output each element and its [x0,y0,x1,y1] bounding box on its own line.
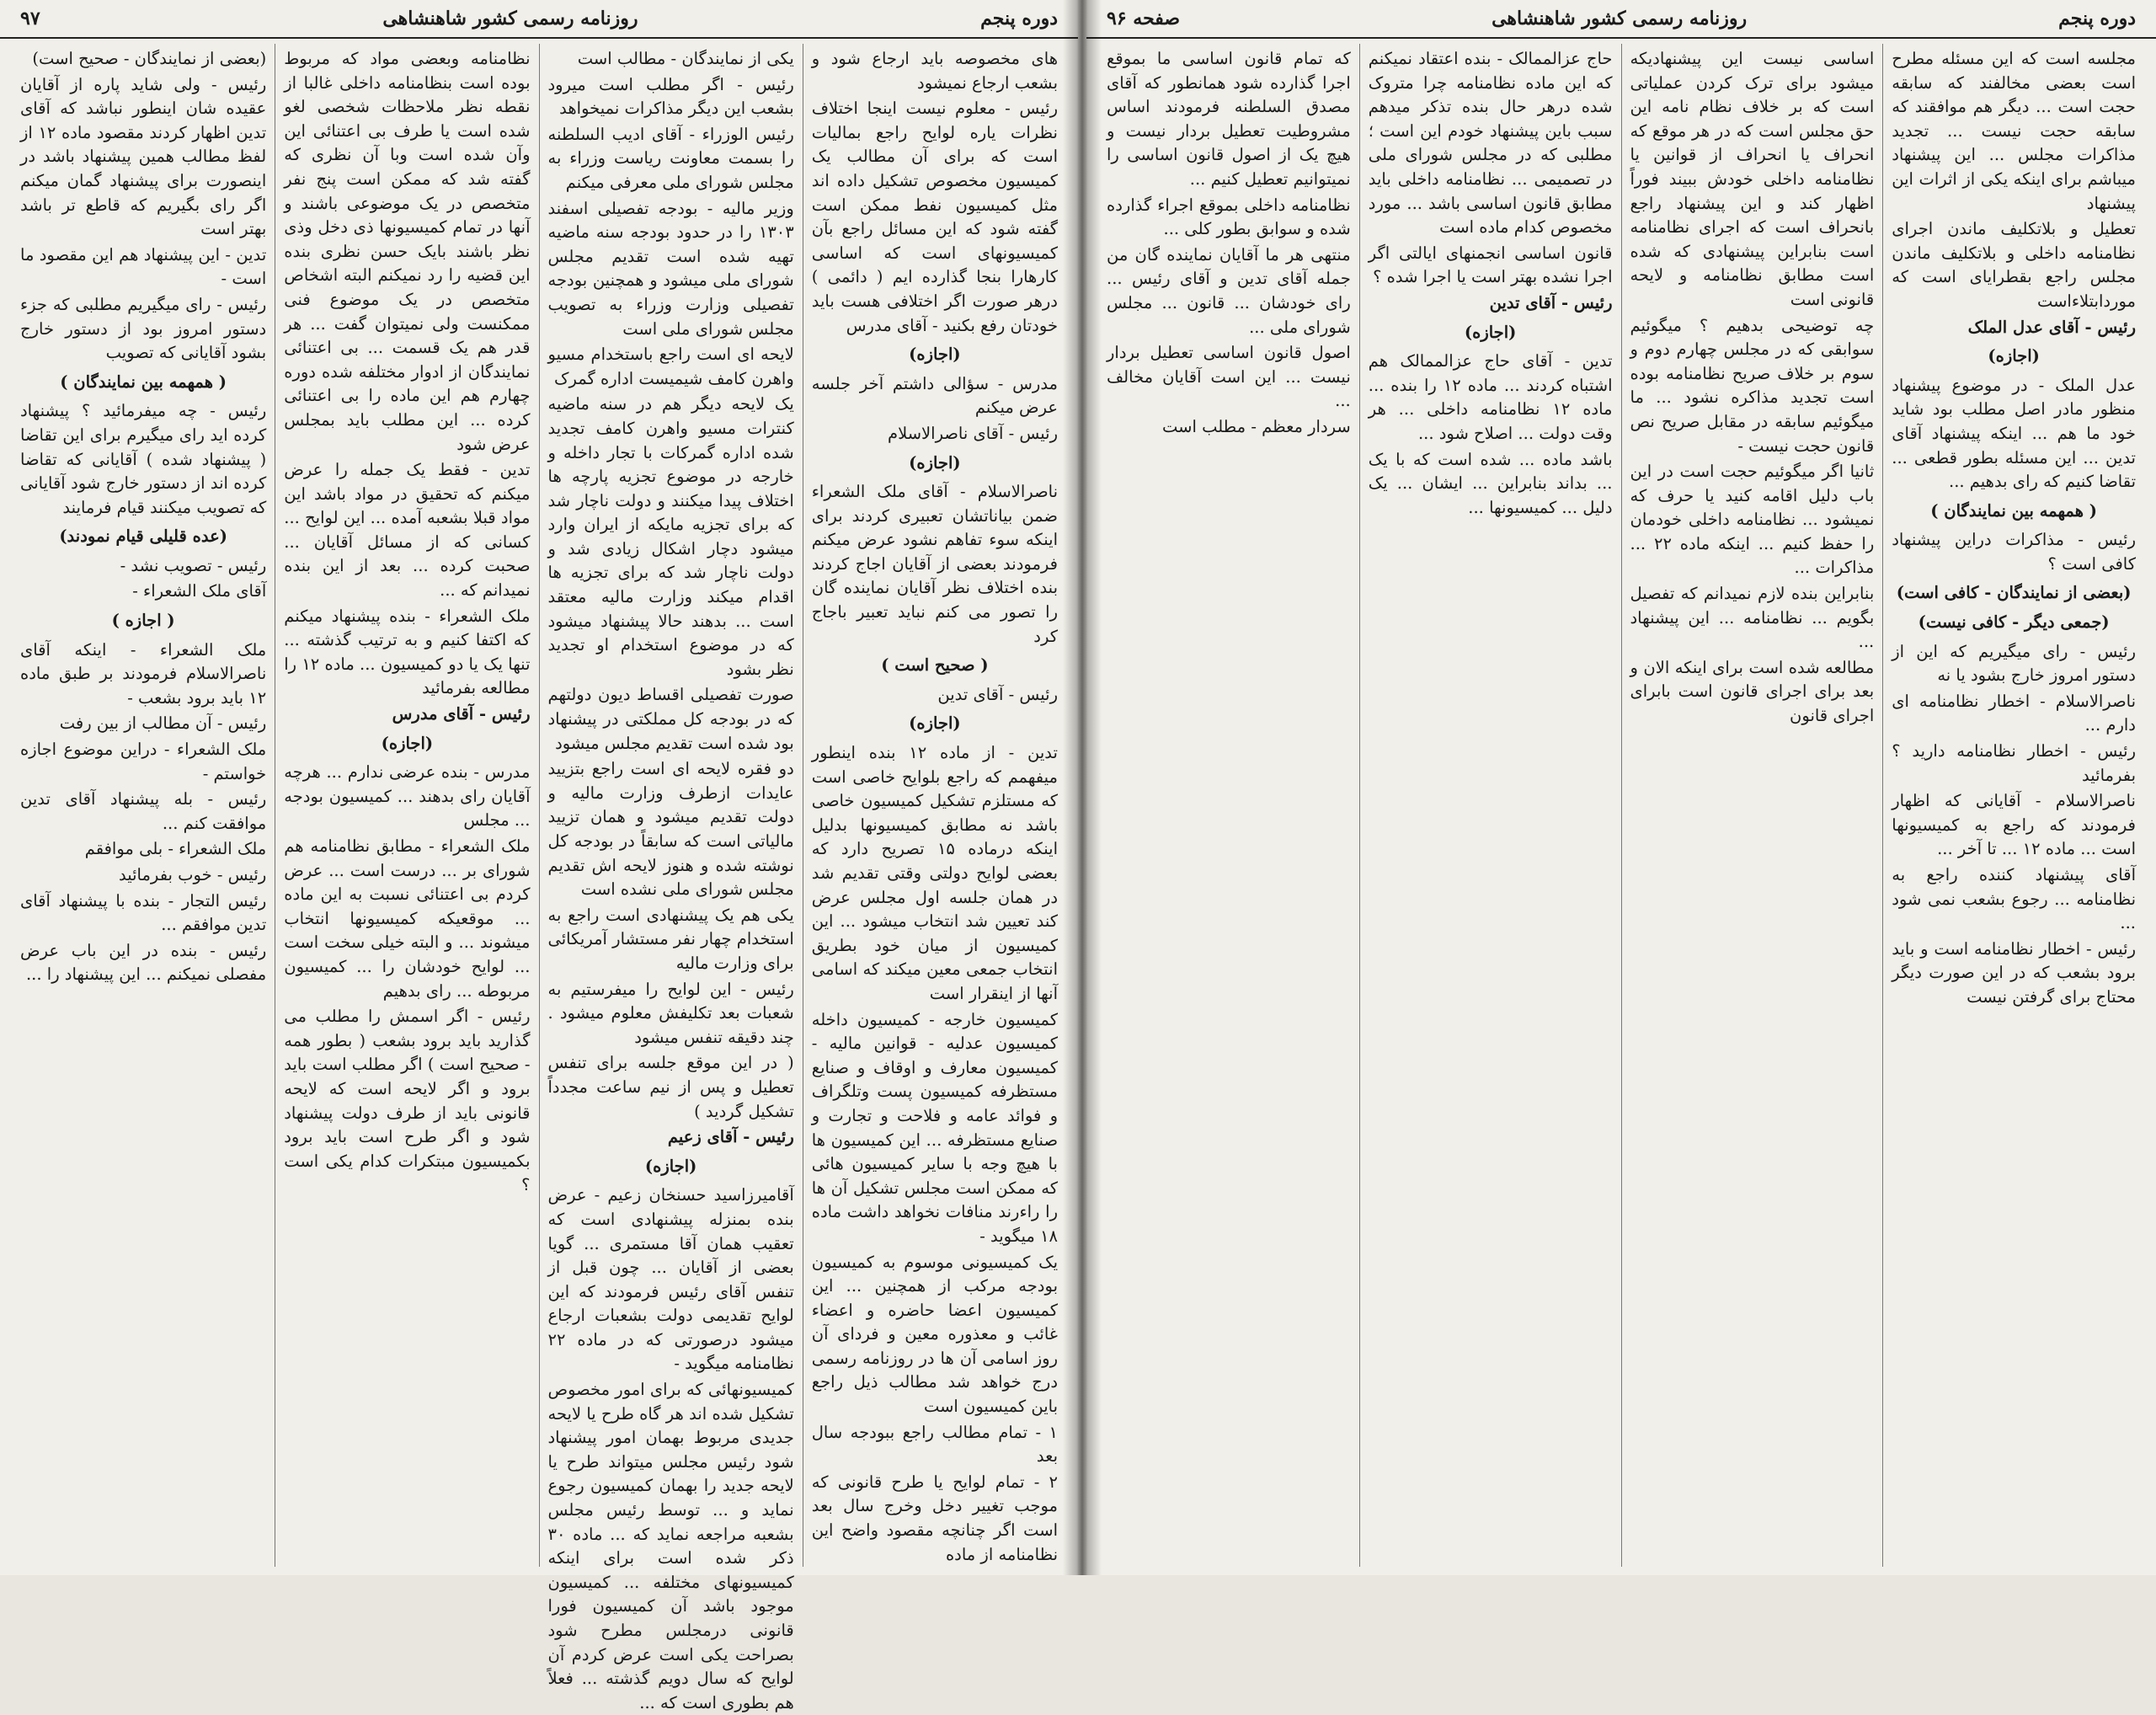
left-header-period: دوره پنجم [980,8,1058,29]
paragraph: ملک الشعراء - دراین موضوع اجازه خواستم - [20,740,267,783]
paragraph: ثانیا اگر میگوئیم حجت است در این باب دلیل اقامه کنید یا حرف که نمیشود ... نظامنامه داخلی خودمان را حفظ کنیم ... اینکه ماده ۲۲ ... مذاکرات ... [1630,462,1875,578]
parenthetical-note: ( اجازه ) [111,611,175,631]
paragraph: رئیس التجار - بنده با پیشنهاد آقای تدین موافقم ... [20,890,267,935]
paragraph: نظامنامه داخلی بموقع اجراء گذارده شده و سوابق بطور کلی ... [1107,195,1351,239]
parenthetical-note: (اجازه) [909,713,961,734]
paragraph: رئیس - آقای مدرس [392,704,531,724]
paragraph: تدین - از ماده ۱۲ بنده اینطور میفهمم که راجع بلوایح خاصی است که مستلزم تشکیل کمیسیون خاصی باشد نه مطابق کمیسیونها بدلیل اینکه درماده ۱۵ تصریح دارد که بعضی لوایح دولتی وقتی تقدیم شد در همان جلسه اول مجلس عرض کند تعیین شد انتخاب میشود ... این کمیسیون از میان خود بطریق انتخاب جمعی معین میکند که اسامی آنها از اینقرار است [811,743,1058,1003]
parenthetical-note: (جمعی دیگر - کافی نیست) [1918,612,2110,633]
paragraph: رئیس - مذاکرات دراین پیشنهاد کافی است ؟ [1892,530,2136,574]
right-page [1086,0,2156,1575]
paragraph: رئیس - آن مطالب از بین رفت [59,713,267,734]
paragraph: ملک الشعراء - بنده پیشنهاد میکنم که اکتفا کنیم و به ترتیب گذشته ... تنها یک یا دو کمیسیون ... ماده ۱۲ را مطالعه بفرمائید [284,606,531,698]
paragraph: وزیر مالیه - بودجه تفصیلی اسفند ۱۳۰۳ را در حدود بودجه سنه ماضیه تهیه شده است تقدیم مجلس شورای ملی میشود و همچنین بودجه تفصیلی وزارت وزراء به تصویب مجلس شورای ملی است [547,198,794,339]
paragraph: ( در این موقع جلسه برای تنفس تعطیل و پس از نیم ساعت مجدداً تشکیل گردید ) [547,1053,794,1121]
paragraph: ۱ - تمام مطالب راجع ببودجه سال بعد [811,1422,1058,1467]
right-page-columns [1098,44,2144,1567]
left-page-column-2 [539,44,803,1712]
paragraph: یکی از نمایندگان - مطالب است [577,49,794,68]
paragraph: بنابراین بنده لازم نمیدانم که تفصیل بگویم ... نظامنامه ... این پیشنهاد ... [1630,584,1875,652]
paragraph: مدرس - بنده عرضی ندارم ... هرچه آقایان رای بدهند ... کمیسیون بودجه ... مجلس [284,762,531,831]
paragraph: رئیس - آقای عدل الملک [1967,317,2136,337]
paragraph: رئیس - چه میفرمائید ؟ پیشنهاد کرده اید رای میگیرم برای این تقاضا ( پیشنهاد شده ) آقایانی که تقاضا کرده اند از دستور خارج شود آقایانی که تصویب میکنند قیام فرمایند [20,401,267,517]
paragraph: اساسی نیست این پیشنهادیکه میشود برای ترک کردن عملیاتی است که بر خلاف نظام نامه این حق مجلس است که در هر موقع که انحراف یا انحراف از قوانین یا نظامنامه داخلی خودش ببیند فوراً اظهار کند و این پیشنهاد راجع بانحراف است که اجرای نظامنامه است بنابراین پیشنهادی که شده است مطابق نظامنامه و لایحه قانونی است [1630,49,1875,309]
paragraph: ناصرالاسلام - آقای ملک الشعراء ضمن بیاناتشان تعبیری کردند برای اینکه سوء تفاهم نشود عرض میکنم فرمودند بعضی از آقایان اجاج کردند بنده اختلاف نظر آقایان نماینده گان را تصور می کنم نباید تعبیر باجاج کرد [811,482,1058,646]
parenthetical-note: (اجازه) [644,1156,697,1176]
left-page-column-1 [803,44,1066,1567]
right-page-header [1086,0,2156,39]
paragraph: رئیس - آقای زعیم [667,1127,794,1147]
paragraph: اصول قانون اساسی تعطیل بردار نیست ... این است آقایان مخالف ... [1107,343,1351,411]
parenthetical-note: (بعضی از نمایندگان - کافی است) [1896,583,2132,603]
paragraph: رئیس - آقای تدین [937,684,1058,704]
paragraph: نظامنامه وبعضی مواد که مربوط بوده است بنظامنامه داخلی غالبا از نقطه نظر ملاحظات شخصی لغو شده است یا طرف بی اعتنائی این وآن شده است وبا آن نظری که گفته شد که ممکن است پنج نفر متخصص در یک موضوعی باشند و آنها در تمام کمیسیونها ذی دخل وذی نظر باشند بایک حسن نظری بنده این قضیه را رد نمیکنم البته اشخاص متخصص در یک موضوع فنی ممکنست ولی نمیتوان گفت ... هر قدر هم یک قسمت ... بی اعتنائی نمایندگان از ادوار مختلفه شده دوره چهارم هم این ماده را بی اعتنائی کرده ... این مطلب باید بمجلس عرض شود [284,49,531,454]
parenthetical-note: (اجازه) [1464,322,1517,342]
paragraph: رئیس - اخطار نظامنامه است و باید برود بشعب که در این صورت دیگر محتاج برای گرفتن نیست [1892,938,2136,1007]
paragraph: تدین - آقای حاج عزالممالک هم اشتباه کردند ... ماده ۱۲ را بنده ... ماده ۱۲ نظامنامه داخلی ... هر وقت دولت ... اصلاح شود ... [1368,351,1613,443]
paragraph: رئیس - این لوایح را میفرستیم به شعبات بعد تکلیفش معلوم میشود . چند دقیقه تنفس میشود [547,979,794,1047]
page-gutter [1063,0,1102,1575]
paragraph: منتهی هر ما آقایان نماینده گان من جمله آقای تدین و آقای رئیس ... رای خودشان ... قانون ... مجلس شورای ملی ... [1107,244,1351,337]
paragraph: آقای ملک الشعراء - [132,581,267,601]
paragraph: رئیس - خوب بفرمائید [119,865,267,884]
parenthetical-note: (اجازه) [381,733,434,753]
paragraph: رئیس - اخطار نظامنامه دارید ؟ بفرمائید [1892,741,2136,785]
paragraph: رئیس - اگر مطلب است میرود بشعب این دیگر مذاکرات نمیخواهد [547,74,794,119]
paragraph: آقای پیشنهاد کننده راجع به نظامنامه ... رجوع بشعب نمی شود ... [1892,865,2136,933]
parenthetical-note: (اجازه) [1988,346,2040,366]
paragraph: یکی هم یک پیشنهادی است راجع به استخدام چهار نفر مستشار آمریکائی برای وزارت مالیه [547,905,794,973]
parenthetical-note: (عده قلیلی قیام نمودند) [59,526,227,547]
parenthetical-note: ( همهمه بین نمایندگان ) [1930,500,2098,521]
right-header-title: روزنامه رسمی کشور شاهنشاهی [1492,8,1748,29]
paragraph: ناصرالاسلام - آقایانی که اظهار فرمودند که راجع به کمیسیونها است ... ماده ۱۲ ... تا آخر ... [1892,791,2136,859]
paragraph: صورت تفصیلی اقساط دیون دولتهم که در بودجه کل مملکتی در پیشنهاد بود شده است تقدیم مجلس میشود [547,685,794,753]
left-page-header [0,0,1078,39]
paragraph: کمیسیونهائی که برای امور مخصوص تشکیل شده اند هر گاه طرح یا لایحه جدیدی مربوط بهمان امور پیشنهاد شود رئیس مجلس میتواند طرح یا لایحه جدید را بهمان کمیسیون رجوع نماید و ... توسط رئیس مجلس بشعبه مراجعه نماید که ... ماده ۳۰ ذکر شده است برای اینکه کمیسیونهای مختلفه ... کمیسیون موجود باشد آن کمیسیون فورا قانونی درمجلس مطرح شود بصراحت یکی است عرض کردم آن لوایح که سال دویم گذشته ... فعلاً هم بطوری است که ... [547,1380,794,1712]
right-page-column-2 [1621,44,1883,1567]
paragraph: ناصرالاسلام - اخطار نظامنامه ای دارم ... [1892,691,2136,735]
paragraph: دو فقره لایحه ای است راجع بتزیید عایدات ازطرف وزارت مالیه و دولت تقدیم میشود و همان تزیید مالیاتی است که سابقاً در بودجه کل نوشته شده و هنوز لایحه اش تقدیم مجلس شورای ملی نشده است [547,759,794,900]
paragraph: های مخصوصه باید ارجاع شود و بشعب ارجاع نمیشود [811,49,1058,93]
paragraph: رئیس الوزراء - آقای ادیب السلطنه را بسمت معاونت ریاست وزراء به مجلس شورای ملی معرفی میکنم [547,124,794,192]
paragraph: رئیس - معلوم نیست اینجا اختلاف نظرات یاره لوایح راجع بمالیات است که برای آن مطالب یک کمیسیون مخصوص تشکیل داده اند مثل کمیسیون نفط ممکن است گفته شود که این مسائل راجع بآن کمیسیونهای است که اساسی کارهارا بنجا گذارده ایم ( دائمی ) درهر صورت اگر اختلافی هست باید خودتان رفع بکنید - آقای مدرس [811,99,1058,335]
paragraph: رئیس - آقای ناصرالاسلام [888,423,1058,443]
paragraph: آقامیرزاسید حسنخان زعیم - عرض بنده بمنزله پیشنهادی است که تعقیب همان آقا مستمری ... گویا بعضی از آقایان ... چون قبل از تنفس آقای رئیس فرمودند که این لوایح تقدیمی دولت بشعبات ارجاع میشود درصورتی که در ماده ۲۲ نظامنامه میگوید - [547,1185,794,1374]
parenthetical-note: ( همهمه بین نمایندگان ) [60,371,227,392]
parenthetical-note: (اجازه) [909,345,961,365]
paragraph: رئیس - رای میگیریم که این از دستور امروز خارج بشود یا نه [1892,641,2136,686]
right-page-column-1 [1882,44,2144,1567]
paragraph: که تمام قانون اساسی ما بموقع اجرا گذارده شود همانطور که آقای مصدق السلطنه فرمودند اساس مشروطیت تعطیل بردار نیست و هیچ یک از اصول قانون اساسی را نمیتوانیم تعطیل کنیم ... [1107,49,1351,189]
paragraph: ملک الشعراء - مطابق نظامنامه هم شورای بر ... درست است ... عرض کردم بی اعتنائی نسبت به این ماده ... موقعیکه کمیسیونها انتخاب میشوند ... و البته خیلی سخت است ... لوایح خودشان را ... کمیسیون مربوطه ... رای بدهیم [284,836,531,1001]
paragraph: باشد ماده ... شده است که با یک ... بداند بنابراین ... ایشان ... یک دلیل ... کمیسیونها ... [1368,449,1613,517]
paragraph: عدل الملک - در موضوع پیشنهاد منظور مادر اصل مطلب بود شاید خود ما هم ... اینکه پیشنهاد آقای تدین ... این مسئله بطور قطعی ... تقاضا کنیم که رای بدهیم ... [1892,375,2136,492]
paragraph: رئیس - بله پیشنهاد آقای تدین موافقت کنم ... [20,789,267,833]
paragraph: تعطیل و بلاتکلیف ماندن اجرای نظامنامه داخلی و بلاتکلیف ماندن مجلس راجع بقطرایای است که موردابتلاءاست [1892,219,2136,311]
paragraph: کمیسیون خارجه - کمیسیون داخله کمیسیون عدلیه - قوانین مالیه - کمیسیون معارف و اوقاف و صنایع مستظرفه کمیسیون پست وتلگراف و فوائد عامه و فلاحت و تجارت و صنایع مستظرفه ... این کمیسیون ها با هیچ وجه با سایر کمیسیون هائی که ممکن است مجلس تشکیل آن ها را راءرند منافات نخواهد داشت ماده ۱۸ میگوید - [811,1009,1058,1246]
paragraph: رئیس - آقای تدین [1489,292,1613,313]
paragraph: چه توضیحی بدهیم ؟ میگوئیم سوابقی که در مجلس چهارم دوم و سوم بر خلاف صریح نظامنامه بوده است تجدید مذاکره نشود ... ما میگوئیم سابقه در مقابل صریح نص قانون حجت نیست - [1630,315,1875,456]
paragraph: لایحه ای است راجع باستخدام مسیو واهرن کامف شیمیست اداره گمرک [547,345,794,388]
paragraph: مجلسه است که این مسئله مطرح است بعضی مخالفند که سابقه حجت است ... دیگر هم موافقند که سابقه حجت نیست ... تجدید مذاکرات مجلس ... این پیشنهاد میباشم برای اینکه یکی از اثرات این پیشنهاد [1892,49,2136,213]
paragraph: یک لایحه دیگر هم در سنه ماضیه کنترات مسیو واهرن کامف تجدید شده اداره گمرکات با تجار داخله و خارجه در موضوع تجزیه پارچه ها اختلاف پیدا میکنند و دولت ناچار شد که برای تجزیه مایکه از ایران وارد میشود دچار اشکال زیادی شد و دولت ناچار شد که برای تجزیه ها اقدام میکند وزارت مالیه معتقد است ... بدهند حالا پیشنهاد میشود که در موضوع استخدام او تجدید نظر بشود [547,394,794,679]
paragraph: مطالعه شده است برای اینکه الان و بعد برای اجرای قانون است بابرای اجرای قانون [1630,657,1875,726]
right-page-column-4 [1098,44,1359,1567]
right-header-page-number: صفحه ۹۶ [1107,8,1181,29]
left-page-columns [12,44,1066,1712]
right-header-period: دوره پنجم [2058,8,2136,29]
left-page-column-4 [12,44,275,1567]
paragraph: رئیس - اگر اسمش را مطلب می گذارید باید برود بشعب ( بطور همه - صحیح است ) اگر مطلب است باید برود و اگر لایحه است که لایحه قانونی باید از طرف دولت پیشنهاد شود و اگر طرح است باید برود بکمیسیون مبتکرات کدام یکی است ؟ [284,1007,531,1195]
left-page-column-3 [275,44,538,1567]
paragraph: یک کمیسیونی موسوم به کمیسیون بودجه مرکب از همچنین ... این کمیسیون اعضا حاضره و اعضاء غائب و معذوره معین و فردای آن روز اسامی آن ها در روزنامه رسمی درج خواهد شد مطالب ذیل راجع باین کمیسیون است [811,1252,1058,1417]
paragraph: ملک الشعراء - اینکه آقای ناصرالاسلام فرمودند بر طبق ماده ۱۲ باید برود بشعب - [20,639,267,708]
parenthetical-note: (اجازه) [909,452,961,473]
paragraph: ملک الشعراء - بلی موافقم [84,839,267,859]
paragraph: رئیس - رای میگیریم مطلبی که جزء دستور امروز بود از دستور خارج بشود آقایانی که تصویب [20,294,267,363]
paragraph: رئیس - بنده در این باب عرض مفصلی نمیکنم ... این پیشنهاد را ... [20,940,267,985]
paragraph: رئیس - ولی شاید پاره از آقایان عقیده شان اینطور نباشد که آقای تدین اظهار کردند مقصود ماده ۱۲ از لفظ مطالب همین پیشنهاد باشد در اینصورت برای پیشنهاد گمان میکنم اگر رای بگیریم که قاطع تر باشد بهتر است [20,74,267,239]
paragraph: قانون اساسی انجمنهای ایالتی اگر اجرا نشده بهتر است یا اجرا شده ؟ [1368,243,1613,287]
right-page-column-3 [1359,44,1621,1567]
paragraph: سردار معظم - مطلب است [1161,416,1351,436]
left-page [0,0,1078,1712]
paragraph: مدرس - سؤالی داشتم آخر جلسه عرض میکنم [811,373,1058,418]
paragraph: تدین - فقط یک جمله را عرض میکنم که تحقیق در مواد باشد این مواد قبلا بشعبه آمده ... این لوایح ... کسانی که از مسائل آقایان ... صحبت کرده ... بعد از این بنده نمیدانم که ... [284,460,531,601]
paragraph: (بعضی از نمایندگان - صحیح است) [32,49,267,68]
paragraph: رئیس - تصویب نشد - [120,555,267,575]
parenthetical-note: ( صحیح است ) [881,655,989,676]
paragraph: حاج عزالممالک - بنده اعتقاد نمیکنم که این ماده نظامنامه چرا متروک شده درهر حال بنده تذکر میدهم سبب باین پیشنهاد خودم این است ؛ مطلبی که در مجلس شورای ملی در تصمیمی ... نظامنامه داخلی باید مطابق قانون اساسی باشد ... مورد مخصوص کدام ماده است [1368,49,1613,238]
left-header-title: روزنامه رسمی کشور شاهنشاهی [382,8,638,29]
paragraph: ۲ - تمام لوایح یا طرح قانونی که موجب تغییر دخل وخرج سال بعد است اگر چنانچه مقصود واضح این نظامنامه از ماده [811,1472,1058,1564]
paragraph: تدین - این پیشنهاد هم این مقصود ما است - [20,244,267,289]
left-header-page-number: ۹۷ [20,8,40,29]
